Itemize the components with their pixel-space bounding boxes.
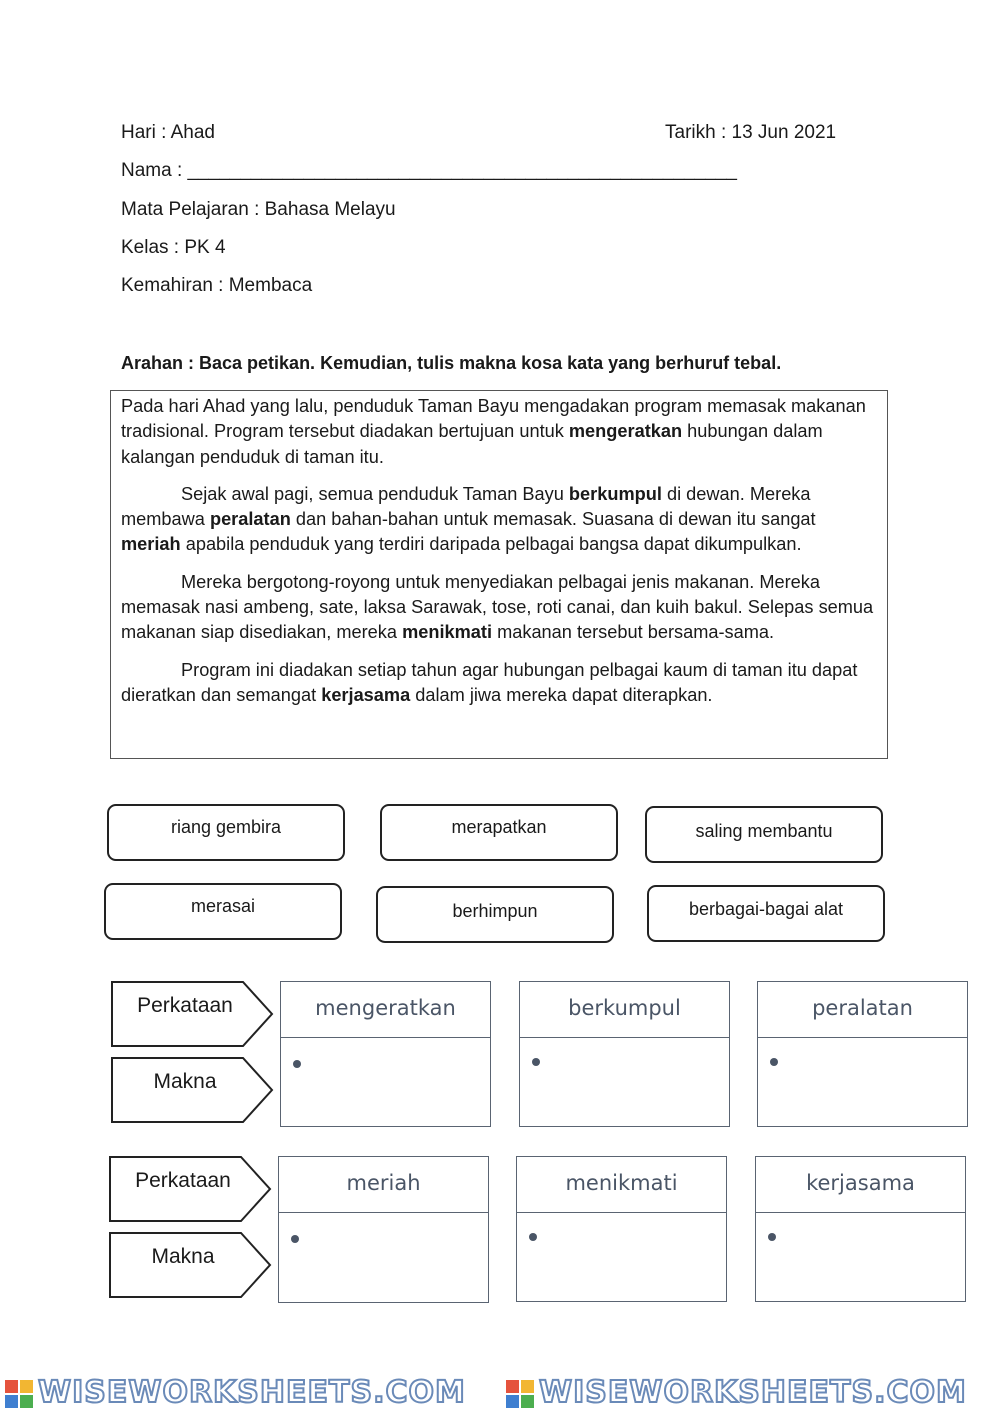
text: di dewan. Mereka membawa	[121, 483, 811, 530]
subject-label: Mata Pelajaran : Bahasa Melayu	[121, 199, 396, 220]
bold-word: peralatan	[209, 509, 291, 530]
meaning-answer-field[interactable]	[281, 1215, 486, 1298]
makna-label	[111, 1057, 275, 1123]
word-text: menikmati	[517, 1157, 726, 1213]
meaning-answer-field[interactable]	[760, 1040, 965, 1122]
class-label: Kelas : PK 4	[121, 237, 226, 258]
bold-word: mengeratkan	[568, 421, 683, 442]
word-box	[516, 1156, 727, 1302]
bold-word: menikmati	[402, 622, 493, 643]
paragraph-4	[121, 658, 877, 709]
text: Mereka bergotong-royong untuk menyediakan pelbagai jenis makanan. Mereka memasak nasi ambeng, sate, laksa Sarawak, tose, roti canai, dan kuih bakul. Selepas semua makanan siap disediakan, mereka	[121, 571, 874, 643]
option-card[interactable]: merasai	[104, 883, 342, 940]
label-text: Perkataan	[135, 1169, 231, 1192]
perkataan-label	[109, 1156, 273, 1222]
text: makanan tersebut bersama-sama.	[492, 622, 775, 643]
meaning-answer-field[interactable]	[519, 1215, 724, 1297]
option-card[interactable]: merapatkan	[380, 804, 618, 861]
brand-text: WISEWORKSHEETS.COM	[38, 1375, 466, 1410]
bold-word: kerjasama	[321, 684, 411, 705]
reading-passage	[110, 390, 888, 759]
paragraph-3	[121, 570, 877, 646]
option-card[interactable]: saling membantu	[645, 806, 883, 863]
name-field[interactable]: Nama : ____________________________________________________	[121, 160, 737, 181]
brand-logo-icon	[505, 1379, 535, 1409]
makna-label	[109, 1232, 273, 1298]
word-box	[519, 981, 730, 1127]
perkataan-label	[111, 981, 275, 1047]
brand-text: WISEWORKSHEETS.COM	[539, 1375, 967, 1410]
instruction: Arahan : Baca petikan. Kemudian, tulis makna kosa kata yang berhuruf tebal.	[121, 353, 782, 373]
word-box	[278, 1156, 489, 1303]
label-text: Makna	[153, 1070, 217, 1093]
label-text: Perkataan	[137, 994, 233, 1017]
paragraph-1	[121, 394, 877, 470]
skill-label: Kemahiran : Membaca	[121, 275, 313, 296]
bold-word: berkumpul	[568, 483, 662, 504]
day-label: Hari : Ahad	[121, 122, 215, 143]
footer-watermark	[0, 1374, 1000, 1413]
text: dan bahan-bahan untuk memasak. Suasana di dewan itu sangat	[290, 509, 816, 530]
text: hubungan dalam kalangan penduduk di taman itu.	[121, 421, 823, 467]
word-text: kerjasama	[756, 1157, 965, 1213]
text: Sejak awal pagi, semua penduduk Taman Bayu	[181, 483, 569, 504]
option-card[interactable]: berbagai-bagai alat	[647, 885, 885, 942]
word-text: meriah	[279, 1157, 488, 1213]
word-box	[755, 1156, 966, 1302]
brand-logo-icon	[4, 1379, 34, 1409]
text: Program ini diadakan setiap tahun agar hubungan pelbagai kaum di taman itu dapat dieratkan dan semangat	[121, 659, 858, 705]
bold-word: meriah	[121, 534, 181, 555]
paragraph-2	[121, 482, 877, 558]
meaning-answer-field[interactable]	[758, 1215, 963, 1297]
word-text: peralatan	[758, 982, 967, 1038]
word-box	[757, 981, 968, 1127]
text: Pada hari Ahad yang lalu, penduduk Taman Bayu mengadakan program memasak makanan tradisional. Program tersebut diadakan bertujuan untuk	[121, 396, 866, 442]
text: apabila penduduk yang terdiri daripada pelbagai bangsa dapat dikumpulkan.	[180, 534, 802, 555]
option-card[interactable]: riang gembira	[107, 804, 345, 861]
word-text: mengeratkan	[281, 982, 490, 1038]
label-text: Makna	[151, 1245, 215, 1268]
word-text: berkumpul	[520, 982, 729, 1038]
meaning-answer-field[interactable]	[522, 1040, 727, 1122]
text: dalam jiwa mereka dapat diterapkan.	[410, 684, 713, 705]
meaning-answer-field[interactable]	[283, 1040, 488, 1122]
date-label: Tarikh : 13 Jun 2021	[665, 122, 837, 143]
word-box	[280, 981, 491, 1127]
option-card[interactable]: berhimpun	[376, 886, 614, 943]
